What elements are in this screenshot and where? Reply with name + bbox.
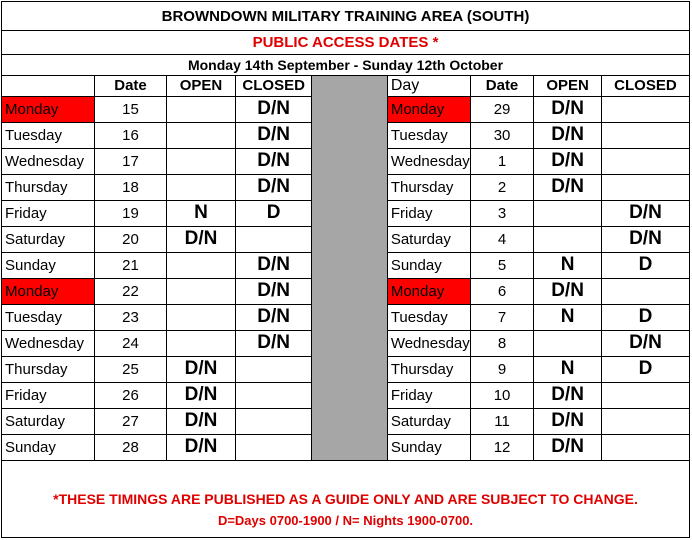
closed-cell-left: D/N: [236, 96, 312, 122]
closed-cell-left: D/N: [236, 330, 312, 356]
closed-cell-right: [601, 174, 689, 200]
date-cell-left: 26: [95, 382, 166, 408]
date-cell-left: 20: [95, 226, 166, 252]
open-cell-right: N: [534, 304, 602, 330]
date-cell-right: 5: [470, 252, 534, 278]
date-range: Monday 14th September - Sunday 12th October: [2, 55, 689, 76]
col-header-date-left: Date: [95, 76, 166, 96]
day-cell-right: Monday: [387, 96, 470, 122]
day-cell-left: Friday: [2, 200, 95, 226]
closed-cell-left: [236, 408, 312, 434]
open-cell-left: [166, 304, 236, 330]
open-cell-left: D/N: [166, 382, 236, 408]
page-subtitle: PUBLIC ACCESS DATES *: [2, 31, 689, 55]
open-cell-left: [166, 174, 236, 200]
col-header-open-left: OPEN: [166, 76, 236, 96]
open-cell-right: D/N: [534, 174, 602, 200]
date-cell-left: 28: [95, 434, 166, 460]
open-cell-right: D/N: [534, 382, 602, 408]
date-cell-right: 8: [470, 330, 534, 356]
col-header-day-right: Day: [387, 76, 470, 96]
separator-column: [312, 76, 388, 96]
open-cell-right: D/N: [534, 148, 602, 174]
closed-cell-left: [236, 356, 312, 382]
closed-cell-right: [601, 434, 689, 460]
closed-cell-right: D/N: [601, 330, 689, 356]
page-title: BROWNDOWN MILITARY TRAINING AREA (SOUTH): [2, 2, 689, 31]
day-cell-left: Saturday: [2, 408, 95, 434]
closed-cell-right: D/N: [601, 226, 689, 252]
date-cell-right: 30: [470, 122, 534, 148]
date-cell-right: 11: [470, 408, 534, 434]
date-cell-right: 6: [470, 278, 534, 304]
open-cell-left: D/N: [166, 408, 236, 434]
closed-cell-left: D/N: [236, 252, 312, 278]
time-legend: D=Days 0700-1900 / N= Nights 1900-0700.: [217, 513, 474, 528]
closed-cell-right: [601, 96, 689, 122]
open-cell-right: D/N: [534, 434, 602, 460]
closed-cell-left: [236, 434, 312, 460]
date-cell-left: 16: [95, 122, 166, 148]
closed-cell-right: [601, 122, 689, 148]
open-cell-left: [166, 122, 236, 148]
day-cell-left: Wednesday: [2, 330, 95, 356]
day-cell-left: Tuesday: [2, 304, 95, 330]
col-header-date-right: Date: [470, 76, 534, 96]
day-cell-right: Friday: [387, 200, 470, 226]
closed-cell-left: D/N: [236, 304, 312, 330]
footer: [2, 482, 689, 537]
closed-cell-left: D/N: [236, 278, 312, 304]
schedule-table-body: [2, 76, 689, 460]
col-header-closed-right: CLOSED: [601, 76, 689, 96]
closed-cell-left: D: [236, 200, 312, 226]
date-cell-right: 29: [470, 96, 534, 122]
day-cell-right: Friday: [387, 382, 470, 408]
day-cell-right: Sunday: [387, 252, 470, 278]
col-header-day-left: [2, 76, 95, 96]
day-cell-right: Tuesday: [387, 304, 470, 330]
closed-cell-right: D: [601, 304, 689, 330]
open-cell-left: D/N: [166, 434, 236, 460]
day-cell-left: Thursday: [2, 356, 95, 382]
closed-cell-right: D: [601, 252, 689, 278]
closed-cell-left: [236, 382, 312, 408]
col-header-closed-left: CLOSED: [236, 76, 312, 96]
date-cell-right: 10: [470, 382, 534, 408]
closed-cell-left: D/N: [236, 122, 312, 148]
closed-cell-right: [601, 408, 689, 434]
open-cell-left: N: [166, 200, 236, 226]
day-cell-right: Sunday: [387, 434, 470, 460]
open-cell-right: D/N: [534, 122, 602, 148]
day-cell-left: Friday: [2, 382, 95, 408]
date-cell-right: 1: [470, 148, 534, 174]
date-cell-left: 21: [95, 252, 166, 278]
schedule-table: [2, 76, 689, 461]
table-row: [2, 96, 689, 122]
open-cell-left: D/N: [166, 356, 236, 382]
closed-cell-left: [236, 226, 312, 252]
date-cell-right: 9: [470, 356, 534, 382]
date-cell-left: 18: [95, 174, 166, 200]
day-cell-left: Sunday: [2, 252, 95, 278]
col-header-open-right: OPEN: [534, 76, 602, 96]
closed-cell-left: D/N: [236, 174, 312, 200]
open-cell-right: D/N: [534, 408, 602, 434]
date-cell-left: 19: [95, 200, 166, 226]
day-cell-right: Monday: [387, 278, 470, 304]
open-cell-left: [166, 252, 236, 278]
date-cell-right: 3: [470, 200, 534, 226]
day-cell-right: Thursday: [387, 356, 470, 382]
open-cell-right: D/N: [534, 278, 602, 304]
date-cell-right: 4: [470, 226, 534, 252]
date-cell-left: 23: [95, 304, 166, 330]
date-cell-right: 7: [470, 304, 534, 330]
table-header-row: [2, 76, 689, 96]
closed-cell-right: [601, 382, 689, 408]
date-cell-right: 2: [470, 174, 534, 200]
date-cell-left: 17: [95, 148, 166, 174]
day-cell-left: Monday: [2, 278, 95, 304]
day-cell-left: Tuesday: [2, 122, 95, 148]
separator-column: [312, 96, 388, 460]
open-cell-right: N: [534, 252, 602, 278]
day-cell-right: Saturday: [387, 408, 470, 434]
day-cell-left: Sunday: [2, 434, 95, 460]
day-cell-left: Wednesday: [2, 148, 95, 174]
day-cell-right: Tuesday: [387, 122, 470, 148]
day-cell-right: Thursday: [387, 174, 470, 200]
date-cell-left: 15: [95, 96, 166, 122]
open-cell-left: [166, 330, 236, 356]
day-cell-right: Wednesday: [387, 330, 470, 356]
closed-cell-right: D: [601, 356, 689, 382]
open-cell-left: [166, 96, 236, 122]
date-cell-left: 24: [95, 330, 166, 356]
open-cell-left: D/N: [166, 226, 236, 252]
date-cell-left: 22: [95, 278, 166, 304]
day-cell-left: Monday: [2, 96, 95, 122]
open-cell-right: N: [534, 356, 602, 382]
date-cell-right: 12: [470, 434, 534, 460]
open-cell-right: [534, 200, 602, 226]
day-cell-right: Wednesday: [387, 148, 470, 174]
date-cell-left: 25: [95, 356, 166, 382]
open-cell-right: D/N: [534, 96, 602, 122]
closed-cell-right: D/N: [601, 200, 689, 226]
open-cell-left: [166, 278, 236, 304]
open-cell-right: [534, 330, 602, 356]
closed-cell-left: D/N: [236, 148, 312, 174]
disclaimer-note: *THESE TIMINGS ARE PUBLISHED AS A GUIDE ONLY AND ARE SUBJECT TO CHANGE.: [53, 491, 638, 507]
schedule-sheet: [1, 1, 690, 538]
open-cell-left: [166, 148, 236, 174]
date-cell-left: 27: [95, 408, 166, 434]
day-cell-left: Saturday: [2, 226, 95, 252]
closed-cell-right: [601, 278, 689, 304]
open-cell-right: [534, 226, 602, 252]
closed-cell-right: [601, 148, 689, 174]
day-cell-right: Saturday: [387, 226, 470, 252]
day-cell-left: Thursday: [2, 174, 95, 200]
